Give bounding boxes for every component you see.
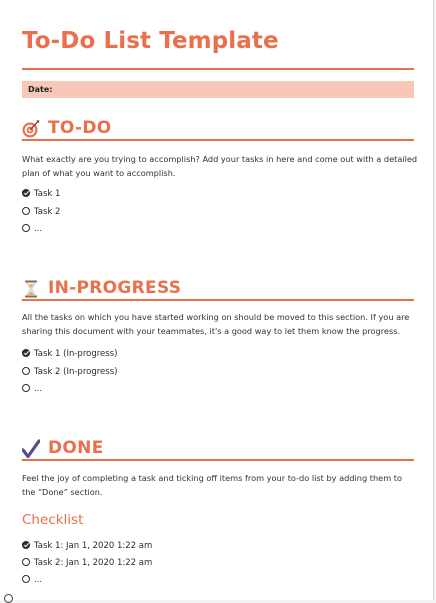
checklist-heading: Checklist	[22, 512, 84, 528]
task-item[interactable]	[22, 205, 60, 219]
page-corner-circle-icon	[4, 594, 13, 603]
task-label: Task 2 (In-progress)	[34, 367, 118, 377]
task-item[interactable]	[22, 573, 42, 587]
empty-circle-icon[interactable]	[22, 558, 30, 566]
task-item[interactable]	[22, 365, 117, 379]
empty-circle-icon[interactable]	[22, 575, 30, 583]
section-title: IN-PROGRESS	[48, 278, 182, 298]
checked-circle-icon[interactable]	[22, 189, 30, 197]
task-label: ...	[34, 224, 43, 234]
target-arrow-icon	[22, 119, 40, 139]
empty-circle-icon[interactable]	[22, 224, 30, 232]
in-progress-section-heading	[22, 277, 414, 301]
task-item[interactable]	[22, 382, 42, 396]
checkmark-icon	[22, 439, 40, 459]
task-label: Task 2: Jan 1, 2020 1:22 am	[34, 558, 153, 568]
empty-circle-icon[interactable]	[22, 207, 30, 215]
date-field[interactable]: Date:	[22, 81, 414, 98]
empty-circle-icon[interactable]	[22, 367, 30, 375]
title-divider	[22, 68, 414, 70]
checked-circle-icon[interactable]	[22, 541, 30, 549]
task-label: Task 1 (In-progress)	[34, 349, 118, 359]
section-divider	[22, 139, 414, 141]
todo-section-heading	[22, 117, 414, 141]
section-title: DONE	[48, 438, 104, 458]
task-label: Task 1	[34, 189, 61, 199]
task-label: Task 2	[34, 207, 61, 217]
section-description: Feel the joy of completing a task and ticking off items from your to-do list by adding them to the “Done” section.	[22, 473, 403, 497]
task-label: ...	[34, 384, 43, 394]
task-label: Task 1: Jan 1, 2020 1:22 am	[34, 541, 153, 551]
task-label: ...	[34, 575, 43, 585]
task-item[interactable]	[22, 187, 60, 201]
checked-circle-icon[interactable]	[22, 349, 30, 357]
task-item[interactable]	[22, 539, 152, 553]
section-divider	[22, 459, 414, 461]
task-item[interactable]	[22, 222, 42, 236]
task-item[interactable]	[22, 556, 152, 570]
page-title: To-Do List Template	[22, 28, 279, 54]
section-description: All the tasks on which you have started working on should be moved to this section. If you are sharing this document with your teammates, it's a good way to let them know the progress.	[22, 312, 410, 336]
section-title: TO-DO	[48, 118, 112, 138]
empty-circle-icon[interactable]	[22, 384, 30, 392]
task-item[interactable]	[22, 347, 117, 361]
hourglass-icon	[22, 279, 40, 299]
done-section-heading	[22, 437, 414, 461]
section-description: What exactly are you trying to accomplish? Add your tasks in here and come out with a detailed plan of what you want to accomplish.	[22, 154, 418, 178]
section-divider	[22, 299, 414, 301]
